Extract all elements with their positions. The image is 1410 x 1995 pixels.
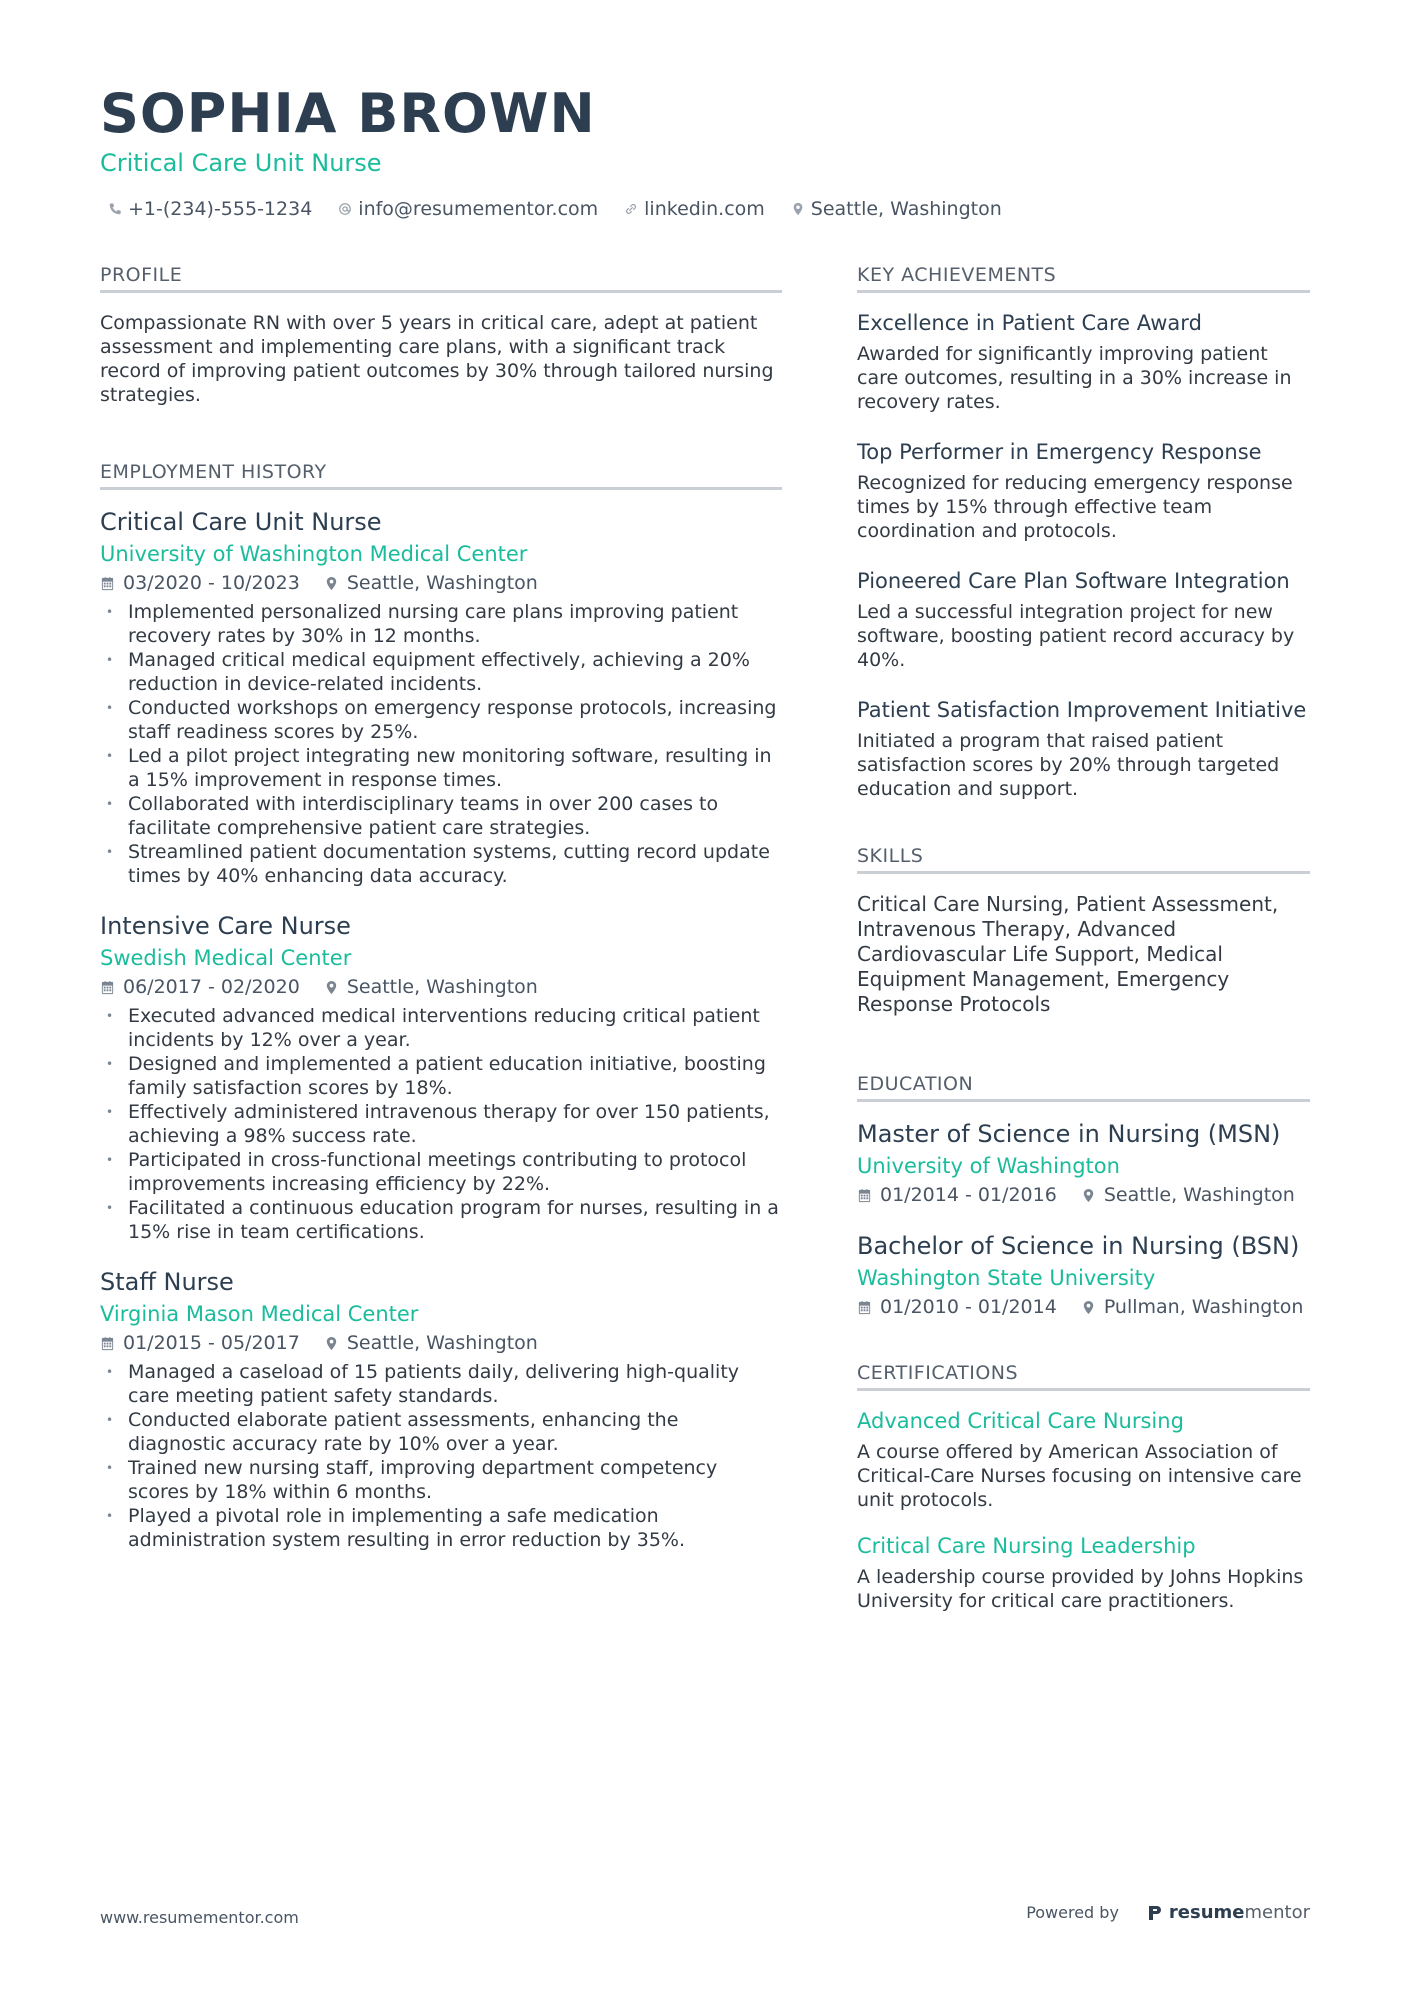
job-dates-text: 06/2017 - 02/2020 — [123, 976, 300, 998]
job-entry — [100, 508, 782, 888]
job-bullet: • Streamlined patient documentation systems, cutting record update times by 40% enhancing data accuracy. — [100, 840, 782, 888]
job-location — [324, 572, 538, 594]
education-dates — [857, 1184, 1057, 1206]
education-location-text: Pullman, Washington — [1103, 1296, 1304, 1318]
left-column — [100, 264, 782, 1576]
right-column — [857, 264, 1310, 1635]
contact-email-text: info@resumementor.com — [358, 198, 599, 220]
achievement-item — [857, 569, 1310, 672]
contact-location-text: Seattle, Washington — [810, 198, 1002, 220]
job-entry — [100, 912, 782, 1244]
achievement-desc: Awarded for significantly improving patient care outcomes, resulting in a 30% increase in recovery rates. — [857, 343, 1292, 413]
education-dates-text: 01/2014 - 01/2016 — [880, 1184, 1057, 1206]
achievement-desc: Initiated a program that raised patient satisfaction scores by 20% through targeted education and support. — [857, 730, 1280, 800]
contact-phone[interactable] — [108, 198, 312, 220]
certification-item — [857, 1409, 1310, 1512]
job-location-text: Seattle, Washington — [346, 976, 538, 998]
section-title-education: EDUCATION — [857, 1073, 1310, 1102]
job-bullet: • Managed critical medical equipment effectively, achieving a 20% reduction in device-related incidents. — [100, 648, 782, 696]
achievement-title: Pioneered Care Plan Software Integration — [857, 569, 1290, 593]
footer-url[interactable]: www.resumementor.com — [100, 1908, 299, 1927]
location-pin-icon — [324, 576, 339, 591]
skills-text: Critical Care Nursing, Patient Assessment, Intravenous Therapy, Advanced Cardiovascular Life Support, Medical Equipment Management, Emergency Response Protocols — [857, 892, 1279, 1016]
location-pin-icon — [1081, 1188, 1096, 1203]
job-location — [324, 976, 538, 998]
job-dates-text: 01/2015 - 05/2017 — [123, 1332, 300, 1354]
job-title: Critical Care Unit Nurse — [100, 508, 382, 536]
job-dates — [100, 976, 300, 998]
location-pin-icon — [324, 980, 339, 995]
resumementor-logo-icon — [1147, 1904, 1163, 1922]
education-dates — [857, 1296, 1057, 1318]
brand-name-bold: resume — [1168, 1902, 1245, 1923]
job-bullets — [100, 600, 782, 888]
location-pin-icon — [791, 202, 805, 216]
education-meta — [857, 1296, 1310, 1318]
job-bullet: • Designed and implemented a patient education initiative, boosting family satisfaction scores by 18%. — [100, 1052, 782, 1100]
contact-linkedin-text: linkedin.com — [644, 198, 765, 220]
job-bullet: • Collaborated with interdisciplinary teams in over 200 cases to facilitate comprehensive patient care strategies. — [100, 792, 782, 840]
achievement-desc: Recognized for reducing emergency response times by 15% through effective team coordination and protocols. — [857, 472, 1293, 542]
job-bullet: • Executed advanced medical interventions reducing critical patient incidents by 12% over a year. — [100, 1004, 782, 1052]
achievement-item — [857, 698, 1310, 801]
education-school: University of Washington — [857, 1154, 1120, 1178]
calendar-icon — [857, 1188, 872, 1203]
calendar-icon — [100, 980, 115, 995]
achievement-item — [857, 311, 1310, 414]
education-school: Washington State University — [857, 1266, 1156, 1290]
job-company: University of Washington Medical Center — [100, 542, 528, 566]
job-company: Virginia Mason Medical Center — [100, 1302, 419, 1326]
brand-name-light: mentor — [1244, 1902, 1310, 1923]
education-item — [857, 1120, 1310, 1206]
job-bullet: • Managed a caseload of 15 patients daily, delivering high-quality care meeting patient safety standards. — [100, 1360, 782, 1408]
education-dates-text: 01/2010 - 01/2014 — [880, 1296, 1057, 1318]
job-entry — [100, 1268, 782, 1552]
location-pin-icon — [1081, 1300, 1096, 1315]
job-location-text: Seattle, Washington — [346, 1332, 538, 1354]
calendar-icon — [100, 1336, 115, 1351]
certification-desc: A course offered by American Association of Critical-Care Nurses focusing on intensive care unit protocols. — [857, 1441, 1302, 1511]
profile-text: Compassionate RN with over 5 years in critical care, adept at patient assessment and implementing care plans, with a significant track record of improving patient outcomes by 30% through tailored nursing strategies. — [100, 312, 774, 406]
at-icon — [338, 202, 352, 216]
job-location — [324, 1332, 538, 1354]
job-location-text: Seattle, Washington — [346, 572, 538, 594]
job-title: Intensive Care Nurse — [100, 912, 351, 940]
section-title-achievements: KEY ACHIEVEMENTS — [857, 264, 1310, 293]
job-bullet: • Effectively administered intravenous therapy for over 150 patients, achieving a 98% success rate. — [100, 1100, 782, 1148]
candidate-name: SOPHIA BROWN — [100, 82, 596, 145]
job-bullets — [100, 1360, 782, 1552]
link-icon — [624, 202, 638, 216]
certification-item — [857, 1534, 1310, 1613]
contact-email[interactable] — [338, 198, 598, 220]
job-company: Swedish Medical Center — [100, 946, 352, 970]
job-bullet: • Trained new nursing staff, improving department competency scores by 18% within 6 months. — [100, 1456, 782, 1504]
certification-title: Advanced Critical Care Nursing — [857, 1409, 1184, 1433]
job-meta — [100, 1332, 782, 1354]
education-location-text: Seattle, Washington — [1103, 1184, 1295, 1206]
achievement-title: Excellence in Patient Care Award — [857, 311, 1202, 335]
achievement-item — [857, 440, 1310, 543]
section-title-certifications: CERTIFICATIONS — [857, 1362, 1310, 1391]
candidate-role: Critical Care Unit Nurse — [100, 149, 382, 177]
job-bullet: • Led a pilot project integrating new monitoring software, resulting in a 15% improvement in response times. — [100, 744, 782, 792]
contact-linkedin[interactable] — [624, 198, 765, 220]
contact-bar — [108, 198, 1002, 220]
education-meta — [857, 1184, 1310, 1206]
education-item — [857, 1232, 1310, 1318]
section-title-skills: SKILLS — [857, 845, 1310, 874]
job-bullets — [100, 1004, 782, 1244]
achievement-desc: Led a successful integration project for new software, boosting patient record accuracy by 40%. — [857, 601, 1295, 671]
certification-desc: A leadership course provided by Johns Hopkins University for critical care practitioners. — [857, 1566, 1304, 1612]
achievement-title: Top Performer in Emergency Response — [857, 440, 1262, 464]
education-location — [1081, 1184, 1295, 1206]
certification-title: Critical Care Nursing Leadership — [857, 1534, 1196, 1558]
achievement-title: Patient Satisfaction Improvement Initiative — [857, 698, 1307, 722]
job-bullet: • Participated in cross-functional meetings contributing to protocol improvements increasing efficiency by 22%. — [100, 1148, 782, 1196]
job-bullet: • Played a pivotal role in implementing a safe medication administration system resulting in error reduction by 35%. — [100, 1504, 782, 1552]
education-location — [1081, 1296, 1304, 1318]
phone-icon — [108, 202, 122, 216]
section-title-employment: EMPLOYMENT HISTORY — [100, 461, 782, 490]
job-title: Staff Nurse — [100, 1268, 234, 1296]
job-bullet: • Conducted elaborate patient assessments, enhancing the diagnostic accuracy rate by 10% over a year. — [100, 1408, 782, 1456]
job-meta — [100, 572, 782, 594]
job-bullet: • Conducted workshops on emergency response protocols, increasing staff readiness scores by 25%. — [100, 696, 782, 744]
education-degree: Bachelor of Science in Nursing (BSN) — [857, 1232, 1300, 1260]
job-bullet: • Facilitated a continuous education program for nurses, resulting in a 15% rise in team certifications. — [100, 1196, 782, 1244]
footer-brand — [1026, 1902, 1310, 1923]
job-dates-text: 03/2020 - 10/2023 — [123, 572, 300, 594]
calendar-icon — [100, 576, 115, 591]
job-dates — [100, 1332, 300, 1354]
location-pin-icon — [324, 1336, 339, 1351]
contact-phone-text: +1-(234)-555-1234 — [128, 198, 313, 220]
brand-logo[interactable] — [1147, 1902, 1310, 1923]
education-degree: Master of Science in Nursing (MSN) — [857, 1120, 1281, 1148]
job-dates — [100, 572, 300, 594]
job-meta — [100, 976, 782, 998]
contact-location — [791, 198, 1002, 220]
section-title-profile: PROFILE — [100, 264, 782, 293]
powered-by-label: Powered by — [1026, 1903, 1119, 1922]
calendar-icon — [857, 1300, 872, 1315]
job-bullet: • Implemented personalized nursing care plans improving patient recovery rates by 30% in 12 months. — [100, 600, 782, 648]
